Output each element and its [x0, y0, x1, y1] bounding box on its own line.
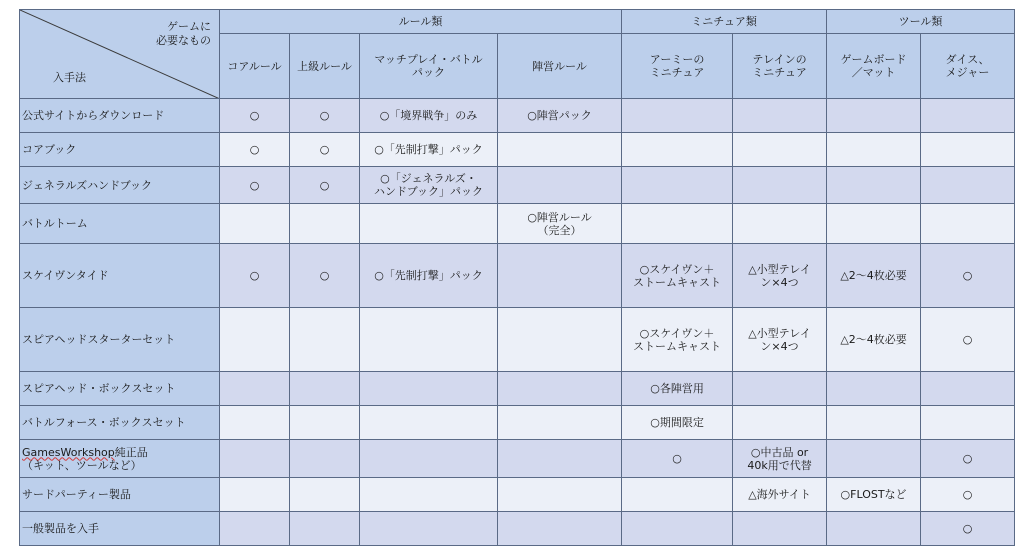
group-header-miniatures: ミニチュア類: [622, 10, 827, 34]
table-cell: [360, 440, 498, 478]
corner-needed-line2: 必要なもの: [156, 34, 211, 47]
corner-needed-line1: ゲームに: [167, 20, 211, 33]
table-cell: ○: [220, 133, 290, 167]
col-header-matchplay-pack: マッチプレイ・バトル パック: [360, 34, 498, 99]
corner-method-label: 入手法: [53, 71, 86, 84]
table-cell: ○「ジェネラルズ・ ハンドブック」パック: [360, 167, 498, 204]
table-cell: ○FLOSTなど: [827, 478, 921, 512]
table-cell: [827, 99, 921, 133]
row-label-core-book: コアブック: [20, 133, 220, 167]
table-row: [20, 133, 1015, 167]
table-cell: ○「境界戦争」のみ: [360, 99, 498, 133]
table-cell: [220, 440, 290, 478]
table-cell: ○「先制打撃」パック: [360, 133, 498, 167]
table-cell: ○: [622, 440, 733, 478]
corner-header-cell: [20, 10, 220, 99]
table-cell: [220, 512, 290, 546]
table-cell: ○期間限定: [622, 406, 733, 440]
table-cell: [498, 478, 622, 512]
table-cell: △海外サイト: [733, 478, 827, 512]
row-label-gw-official: [20, 440, 220, 478]
row-label-battletome: バトルトーム: [20, 204, 220, 244]
table-cell: [290, 440, 360, 478]
col-header-terrain-miniatures: テレインの ミニチュア: [733, 34, 827, 99]
table-row: [20, 440, 1015, 478]
table-cell: [827, 512, 921, 546]
table-cell: [290, 512, 360, 546]
table-cell: ○: [290, 133, 360, 167]
table-cell: [827, 133, 921, 167]
table-cell: ○陣営ルール （完全）: [498, 204, 622, 244]
table-cell: ○: [921, 512, 1015, 546]
table-cell: ○: [220, 99, 290, 133]
table-cell: [827, 406, 921, 440]
table-cell: [498, 512, 622, 546]
table-cell: [733, 372, 827, 406]
table-cell: [360, 372, 498, 406]
table-cell: ○: [921, 308, 1015, 372]
table-cell: ○: [290, 244, 360, 308]
table-cell: [290, 478, 360, 512]
table-cell: [290, 372, 360, 406]
table-cell: [360, 308, 498, 372]
table-cell: ○各陣営用: [622, 372, 733, 406]
table-cell: ○陣営パック: [498, 99, 622, 133]
table-cell: ○: [290, 167, 360, 204]
table-cell: [921, 204, 1015, 244]
table-cell: [622, 512, 733, 546]
table-cell: △2～4枚必要: [827, 244, 921, 308]
table-cell: ○中古品 or 40k用で代替: [733, 440, 827, 478]
table-cell: ○スケイヴン＋ ストームキャスト: [622, 244, 733, 308]
table-cell: △小型テレイ ン×4つ: [733, 308, 827, 372]
table-cell: [622, 99, 733, 133]
table-cell: [498, 406, 622, 440]
table-cell: [220, 406, 290, 440]
table-row: [20, 167, 1015, 204]
table-cell: [498, 167, 622, 204]
table-cell: △2～4枚必要: [827, 308, 921, 372]
table-cell: [622, 133, 733, 167]
table-row: [20, 204, 1015, 244]
row-label-generals-handbook: ジェネラルズハンドブック: [20, 167, 220, 204]
col-header-army-miniatures: アーミーの ミニチュア: [622, 34, 733, 99]
table-cell: [921, 372, 1015, 406]
col-header-dice-measure: ダイス、 メジャー: [921, 34, 1015, 99]
table-row: [20, 512, 1015, 546]
table-cell: ○: [921, 478, 1015, 512]
comparison-table-wrapper: [19, 9, 1015, 546]
table-cell: [733, 512, 827, 546]
table-cell: [498, 133, 622, 167]
corner-needed-label: [156, 20, 211, 48]
table-cell: [220, 308, 290, 372]
table-row: [20, 406, 1015, 440]
group-header-tools: ツール類: [827, 10, 1015, 34]
table-cell: [220, 478, 290, 512]
table-cell: [498, 372, 622, 406]
table-cell: [498, 308, 622, 372]
table-cell: [498, 244, 622, 308]
spellcheck-underline-text: GamesWorkshop: [22, 445, 115, 459]
group-header-rules: ルール類: [220, 10, 622, 34]
row-label-third-party: サードパーティー製品: [20, 478, 220, 512]
row-label-spearhead-starter: スピアヘッドスターターセット: [20, 308, 220, 372]
table-cell: [498, 440, 622, 478]
table-cell: [622, 167, 733, 204]
table-cell: ○: [290, 99, 360, 133]
table-row: [20, 478, 1015, 512]
table-cell: ○スケイヴン＋ ストームキャスト: [622, 308, 733, 372]
table-cell: [921, 167, 1015, 204]
table-cell: △小型テレイ ン×4つ: [733, 244, 827, 308]
row-label-battleforce-box: バトルフォース・ボックスセット: [20, 406, 220, 440]
table-cell: [220, 204, 290, 244]
table-cell: [733, 406, 827, 440]
row-label-gw-official-line1: [22, 446, 217, 459]
table-cell: ○: [220, 244, 290, 308]
table-cell: [827, 204, 921, 244]
table-cell: [733, 99, 827, 133]
table-cell: [290, 204, 360, 244]
table-cell: [360, 406, 498, 440]
table-cell: [733, 204, 827, 244]
col-header-core-rules: コアルール: [220, 34, 290, 99]
group-header-row: [20, 10, 1015, 34]
table-cell: ○: [220, 167, 290, 204]
table-cell: [360, 204, 498, 244]
row-label-gw-official-suffix: 純正品: [114, 445, 148, 459]
table-cell: [921, 406, 1015, 440]
table-cell: [360, 478, 498, 512]
table-cell: ○「先制打撃」パック: [360, 244, 498, 308]
table-cell: [827, 167, 921, 204]
row-label-spearhead-box: スピアヘッド・ボックスセット: [20, 372, 220, 406]
col-header-faction-rules: 陣営ルール: [498, 34, 622, 99]
table-cell: [827, 372, 921, 406]
table-row: [20, 99, 1015, 133]
table-cell: ○: [921, 244, 1015, 308]
row-label-official-download: 公式サイトからダウンロード: [20, 99, 220, 133]
acquisition-matrix-table: [19, 9, 1015, 546]
col-header-advanced-rules: 上級ルール: [290, 34, 360, 99]
table-row: [20, 308, 1015, 372]
table-cell: [622, 478, 733, 512]
table-cell: [921, 133, 1015, 167]
table-cell: [827, 440, 921, 478]
table-cell: [733, 133, 827, 167]
row-label-general-products: 一般製品を入手: [20, 512, 220, 546]
table-cell: [290, 308, 360, 372]
table-cell: ○: [921, 440, 1015, 478]
table-row: [20, 372, 1015, 406]
row-label-gw-official-line2: （キット、ツールなど）: [22, 458, 142, 472]
table-cell: [921, 99, 1015, 133]
table-cell: [220, 372, 290, 406]
table-cell: [733, 167, 827, 204]
row-label-skaventide: スケイヴンタイド: [20, 244, 220, 308]
table-cell: [622, 204, 733, 244]
col-header-gameboard-mat: ゲームボード ／マット: [827, 34, 921, 99]
table-cell: [290, 406, 360, 440]
table-cell: [360, 512, 498, 546]
table-row: [20, 244, 1015, 308]
